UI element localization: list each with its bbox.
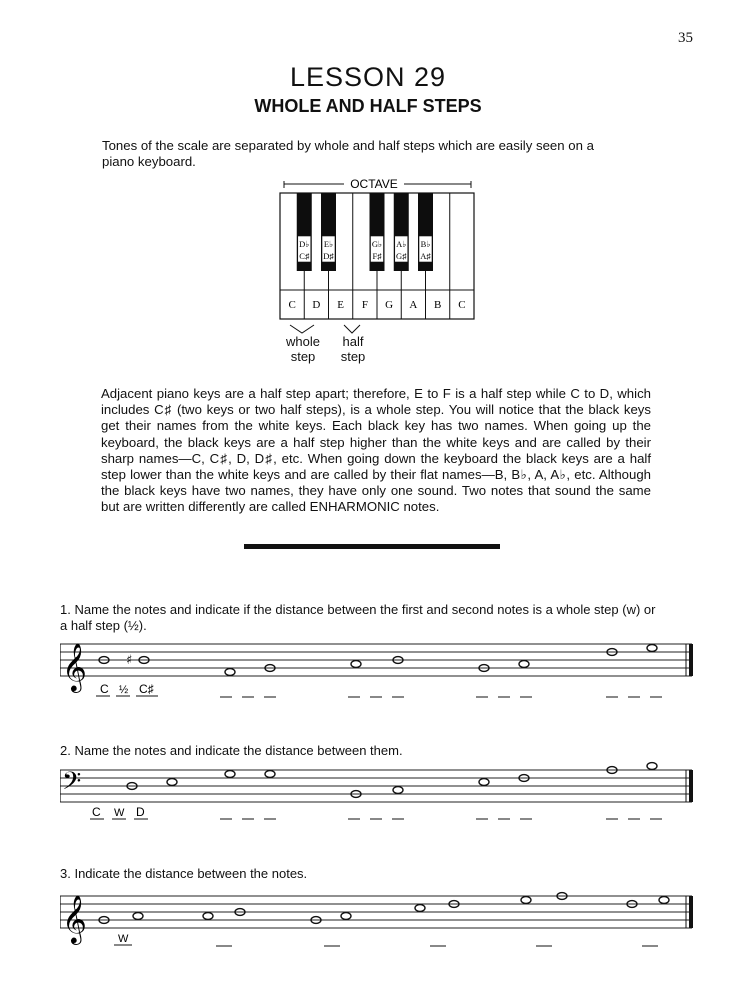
- example-answer-note-1: C: [92, 805, 101, 819]
- exercise-3-staff: [60, 886, 700, 956]
- black-key-sharp-label: A♯: [420, 251, 431, 261]
- example-answer-distance: W: [118, 933, 129, 945]
- note: [415, 905, 425, 912]
- half-label: half: [342, 334, 364, 349]
- white-key-label: F: [361, 299, 368, 311]
- black-key-flat-label: E♭: [323, 239, 334, 249]
- white-key-label: G: [385, 299, 394, 311]
- note: [225, 771, 235, 778]
- whole-label: whole: [286, 334, 320, 349]
- intro-paragraph: Tones of the scale are separated by whole and half steps which are easily seen on a piano keyboard.: [102, 138, 594, 170]
- white-key-label: B: [433, 299, 442, 311]
- lesson-title: LESSON 29: [289, 62, 447, 92]
- black-key-flat-label: G♭: [371, 239, 383, 249]
- white-key-label: A: [409, 299, 418, 311]
- example-answer-note-2: C♯: [139, 682, 154, 696]
- step-label: step: [290, 349, 316, 364]
- black-key-flat-label: A♭: [396, 239, 407, 249]
- black-key-flat-label: D♭: [299, 239, 310, 249]
- black-key-flat-label: B♭: [420, 239, 431, 249]
- note: [393, 787, 403, 794]
- treble-clef-icon: 𝄞: [62, 894, 87, 943]
- black-key-sharp-label: G♯: [396, 251, 407, 261]
- note: [351, 661, 361, 668]
- note: [225, 669, 235, 676]
- note: [519, 661, 529, 668]
- example-answer-note-1: C: [100, 682, 109, 696]
- white-key-label: D: [312, 299, 321, 311]
- note: [659, 897, 669, 904]
- exercise-3-instruction: 3. Indicate the distance between the notes.: [60, 866, 308, 881]
- treble-clef-icon: 𝄞: [62, 642, 87, 691]
- half-step-label: [328, 334, 378, 364]
- example-answer-distance: W: [114, 807, 125, 819]
- exercise-2-instruction: 2. Name the notes and indicate the distance between them.: [60, 743, 403, 758]
- example-answer-note-2: D: [136, 805, 145, 819]
- white-key-label: C: [288, 299, 296, 311]
- octave-label: OCTAVE: [350, 177, 398, 191]
- note: [647, 763, 657, 770]
- note: [521, 897, 531, 904]
- black-key-sharp-label: D♯: [323, 251, 334, 261]
- whole-step-label: [278, 334, 328, 364]
- section-divider: [244, 544, 500, 549]
- exercise-1-staff: [60, 636, 700, 716]
- note: [479, 779, 489, 786]
- white-key-label: C: [458, 299, 466, 311]
- exercise-1-instruction: 1. Name the notes and indicate if the distance between the first and second notes is a whole step (w) or a half step (½).: [60, 602, 656, 633]
- bass-clef-icon: 𝄢: [62, 767, 82, 802]
- black-key-sharp-label: F♯: [372, 251, 382, 261]
- note: [647, 645, 657, 652]
- sharp-sign: ♯: [126, 653, 133, 668]
- white-key-label: E: [337, 299, 344, 311]
- step-label: step: [340, 349, 366, 364]
- exercise-2-staff: [60, 760, 700, 830]
- body-paragraph: Adjacent piano keys are a half step apart; therefore, E to F is a half step while C to D, which includes C♯ (two keys or two half steps), is a whole step. You will notice that the black keys get their names from the white keys. Each black key has two names. When going up the keyboard, the black keys are a half step higher than the white keys and are called by their sharp names—C, C♯, D, D♯, etc. When going down the keyboard the black keys are a half step lower than the white keys and are called by their flat names—B, B♭, A, A♭, etc. Although the black keys have two names, they have only one sound. Two notes that sound the same but are written differently are called ENHARMONIC notes.: [101, 386, 651, 515]
- black-key-sharp-label: C♯: [299, 251, 310, 261]
- lesson-subtitle: WHOLE AND HALF STEPS: [254, 96, 482, 116]
- note: [341, 913, 351, 920]
- note: [265, 771, 275, 778]
- note: [167, 779, 177, 786]
- example-answer-distance: ½: [119, 684, 129, 696]
- page-number: 35: [678, 30, 693, 46]
- note: [133, 913, 143, 920]
- note: [203, 913, 213, 920]
